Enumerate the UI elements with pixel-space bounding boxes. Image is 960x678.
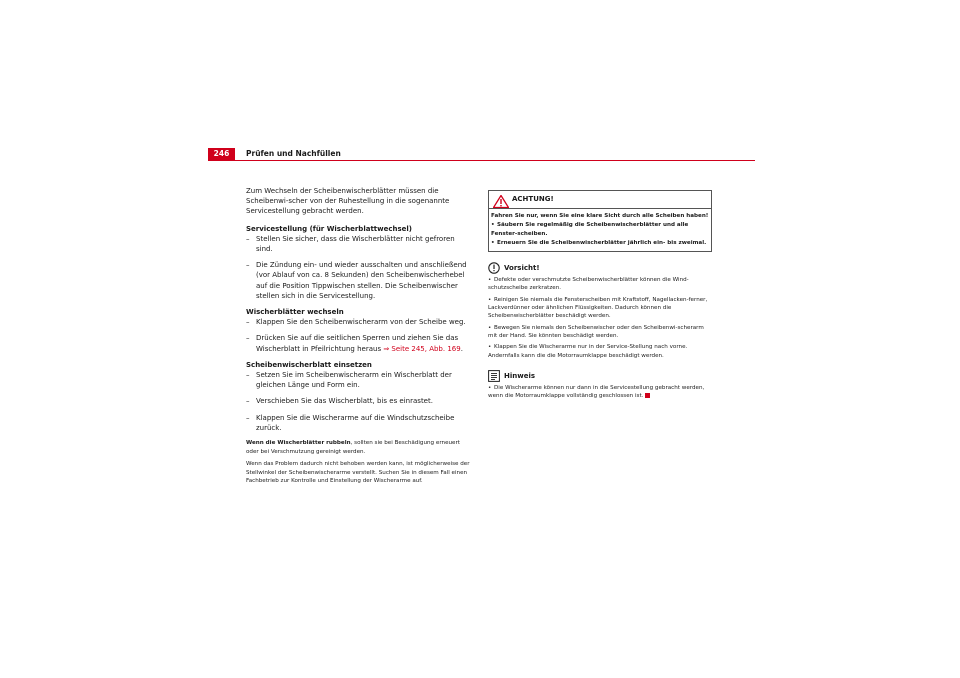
caution-bullet-text: Reinigen Sie niemals die Fensterscheiben mit Kraftstoff, Nagellacken-ferner, Lackverdünner oder ähnlichen Flüssigkeiten. Dadurch können die Scheibenwischerblätter beschädigt werden.	[488, 296, 708, 320]
warning-bullet-text: Säubern Sie regelmäßig die Scheibenwischerblätter und alle Fenster-scheiben.	[491, 222, 689, 237]
caution-bullet-text: Klappen Sie die Wischerarme nur in der Service-Stellung nach vorne. Andernfalls kann die die Motorraumklappe beschädigt werden.	[488, 344, 688, 359]
step-item: – Verschieben Sie das Wischerblatt, bis es einrastet.	[246, 396, 472, 406]
page-number-badge: 246	[208, 148, 235, 160]
right-column	[488, 190, 712, 403]
warning-box	[488, 190, 712, 252]
section-heading-service-position: Servicestellung (für Wischerblattwechsel)	[246, 224, 412, 233]
bullet-dot-icon: •	[491, 222, 495, 229]
hint-note	[488, 370, 712, 401]
warning-triangle-icon	[493, 193, 509, 212]
caution-bullet-text: Defekte oder verschmutzte Scheibenwischerblätter können die Wind-schutzscheibe zerkratzen.	[488, 277, 689, 292]
bullet-dot-icon: •	[488, 296, 492, 303]
service-position-steps	[246, 234, 472, 301]
bullet-dot-icon: •	[488, 324, 492, 331]
warning-body	[489, 209, 711, 251]
section-heading-change-blades: Wischerblätter wechseln	[246, 308, 344, 317]
step-item: – Die Zündung ein- und wieder ausschalten und anschließend (vor Ablauf von ca. 8 Sekunden) den Scheibenwischerhebel auf die Position Tippwischen stellen. Die Scheibenwischer stellen sich in die Servicestellung.	[246, 260, 472, 301]
hint-title: Hinweis	[504, 371, 536, 380]
step-text: Drücken Sie auf die seitlichen Sperren und ziehen Sie das Wischerblatt in Pfeilrichtung heraus	[256, 334, 459, 353]
caution-bullet	[488, 296, 712, 321]
caution-bullet-text: Bewegen Sie niemals den Scheibenwischer oder den Scheibenwi-scherarm mit der Hand. Sie könnten beschädigt werden.	[488, 324, 704, 339]
caution-note	[488, 262, 712, 360]
hint-bullet	[488, 384, 712, 401]
bullet-dot-icon: •	[488, 384, 492, 391]
hint-header	[488, 370, 712, 382]
bullet-dot-icon: •	[488, 344, 492, 351]
small-note-2: Wenn das Problem dadurch nicht behoben werden kann, ist möglicherweise der Stellwinkel der Scheibenwischerarme verstellt. Suchen Sie in diesem Fall einen Fachbetrieb zur Kontrolle und Einstellung der Wischerarme auf.	[246, 461, 470, 485]
caution-icon	[488, 262, 500, 274]
page-cross-reference[interactable]: ⇒ Seite 245, Abb. 169	[383, 344, 461, 353]
hint-bullet-text: Die Wischerarme können nur dann in die Servicestellung gebracht werden, wenn die Motorraumklappe vollständig geschlossen ist.	[488, 384, 705, 400]
step-item: – Setzen Sie im Scheibenwischerarm ein Wischerblatt der gleichen Länge und Form ein.	[246, 370, 472, 390]
header-rule	[208, 160, 755, 161]
caution-bullet	[488, 343, 712, 360]
warning-header	[489, 191, 711, 209]
step-item	[246, 333, 472, 353]
warning-bullet	[491, 221, 709, 238]
caution-bullet	[488, 276, 712, 293]
caution-header	[488, 262, 712, 274]
section-end-mark-icon	[645, 393, 650, 398]
page-header-title: Prüfen und Nachfüllen	[246, 149, 341, 158]
bullet-dot-icon: •	[488, 277, 492, 284]
step-item: – Stellen Sie sicher, dass die Wischerblätter nicht gefroren sind.	[246, 234, 472, 254]
insert-blade-steps	[246, 370, 472, 433]
left-column	[246, 186, 472, 486]
step-text-end: .	[460, 344, 463, 353]
warning-bullet	[491, 239, 709, 247]
step-item: – Klappen Sie den Scheibenwischerarm von der Scheibe weg.	[246, 317, 472, 327]
warning-title: ACHTUNG!	[512, 195, 554, 203]
bullet-dot-icon: •	[491, 239, 495, 246]
info-note-icon	[488, 370, 500, 382]
intro-paragraph: Zum Wechseln der Scheibenwischerblätter müssen die Scheibenwi-scher von der Ruhestellung in die sogenannte Servicestellung gebracht werden.	[246, 187, 450, 216]
change-blades-steps	[246, 317, 472, 354]
warning-line: Fahren Sie nur, wenn Sie eine klare Sicht durch alle Scheiben haben!	[491, 213, 709, 219]
small-note-text: , sollten sie bei Beschädigung erneuert oder bei Verschmutzung gereinigt werden.	[246, 440, 460, 455]
small-note-bold: Wenn die Wischerblätter rubbeln	[246, 440, 351, 447]
warning-bullet-text: Erneuern Sie die Scheibenwischerblätter jährlich ein- bis zweimal.	[497, 239, 707, 246]
section-heading-insert-blade: Scheibenwischerblatt einsetzen	[246, 360, 372, 369]
caution-bullet	[488, 324, 712, 341]
caution-title: Vorsicht!	[504, 264, 540, 273]
small-note-1	[246, 439, 472, 456]
step-item: – Klappen Sie die Wischerarme auf die Windschutzscheibe zurück.	[246, 413, 472, 433]
